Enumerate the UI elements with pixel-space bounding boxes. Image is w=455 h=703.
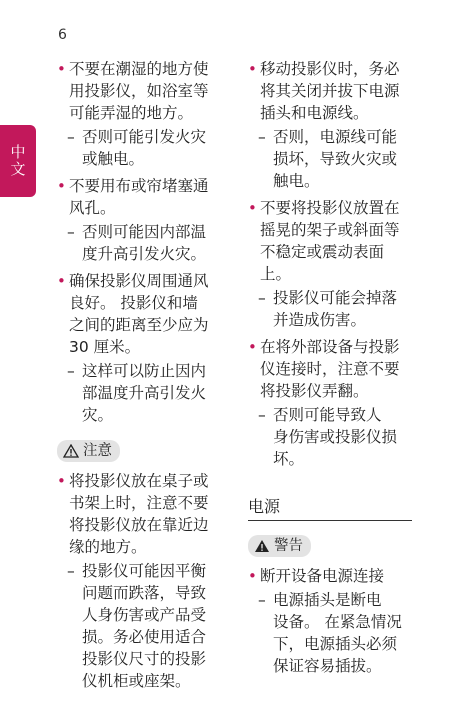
right-bullet-2 <box>248 197 418 285</box>
text-line: 度升高引发火灾。 <box>82 245 207 263</box>
text-line: 用投影仪，如浴室等 <box>69 82 209 100</box>
text-line: 身伤害或投影仪损 <box>273 428 398 446</box>
text-line: 仪机柜或座架。 <box>82 672 191 690</box>
text-line: 触电。 <box>273 172 320 190</box>
left-bullet-4-sub <box>57 560 221 692</box>
text-line: 在将外部设备与投影 <box>260 338 400 356</box>
text-line: 将其关闭并拔下电源 <box>260 82 400 100</box>
text-line: 可能弄湿的地方。 <box>69 104 194 122</box>
language-tab <box>0 125 36 197</box>
text-line: 否则，电源线可能 <box>273 128 398 146</box>
text-line: 良好。 投影仪和墙 <box>69 294 198 312</box>
text-line: 之间的距离至少应为 <box>69 316 209 334</box>
text-line: 投影仪可能会掉落 <box>273 289 398 307</box>
text-line: 缘的地方。 <box>69 538 147 556</box>
dash-icon: – <box>258 128 266 146</box>
warning-badge-label: 警告 <box>274 538 303 554</box>
text-line: 摇晃的架子或斜面等 <box>260 221 400 239</box>
caution-triangle-icon <box>63 444 79 458</box>
right-bullet-4 <box>248 565 418 587</box>
text-line: 投影仪可能因平衡 <box>82 562 207 580</box>
dash-icon: – <box>258 406 266 424</box>
warning-triangle-icon <box>254 539 270 553</box>
right-bullet-4-sub <box>248 589 418 677</box>
left-bullet-3-sub <box>57 360 221 426</box>
text-line: 电源插头是断电 <box>273 591 382 609</box>
text-line: 下，电源插头必须 <box>273 635 398 653</box>
text-line: 不稳定或震动表面 <box>260 243 385 261</box>
bullet-dot-icon: • <box>248 60 257 78</box>
text-line: 保证容易插拔。 <box>273 657 382 675</box>
caution-badge <box>57 440 120 462</box>
text-line: 风孔。 <box>69 199 116 217</box>
left-bullet-2-sub <box>57 221 221 265</box>
bullet-dot-icon: • <box>57 177 66 195</box>
text-line: 将投影仪放在桌子或 <box>69 472 209 490</box>
text-line: 问题而跌落，导致 <box>82 584 207 602</box>
left-bullet-2 <box>57 175 221 219</box>
left-bullet-1-sub <box>57 126 221 170</box>
dash-icon: – <box>67 128 75 146</box>
text-line: 仪连接时，注意不要 <box>260 360 400 378</box>
text-line: 书架上时，注意不要 <box>69 494 209 512</box>
text-line: 灾。 <box>82 406 114 424</box>
text-line: 移动投影仪时，务必 <box>260 60 400 78</box>
left-column <box>57 58 221 692</box>
language-tab-label: 中文 <box>8 144 27 178</box>
dash-icon: – <box>67 223 75 241</box>
dash-icon: – <box>258 591 266 609</box>
text-line: 这样可以防止因内 <box>82 362 207 380</box>
text-line: 不要在潮湿的地方使 <box>69 60 209 78</box>
left-bullet-4 <box>57 470 221 558</box>
bullet-dot-icon: • <box>57 272 66 290</box>
text-line: 损。务必使用适合 <box>82 628 207 646</box>
text-line: 部温度升高引发火 <box>82 384 207 402</box>
right-bullet-1-sub <box>248 126 418 192</box>
text-line: 确保投影仪周围通风 <box>69 272 209 290</box>
text-line: 30 厘米。 <box>69 338 141 356</box>
dash-icon: – <box>67 362 75 380</box>
left-bullet-3 <box>57 270 221 358</box>
left-bullet-1 <box>57 58 221 124</box>
text-line: 将投影仪弄翻。 <box>260 382 369 400</box>
text-line: 设备。 在紧急情况 <box>273 613 402 631</box>
bullet-dot-icon: • <box>248 199 257 217</box>
warning-badge <box>248 535 311 557</box>
bullet-dot-icon: • <box>248 567 257 585</box>
text-line: 否则可能因内部温 <box>82 223 207 241</box>
text-line: 人身伤害或产品受 <box>82 606 207 624</box>
text-line: 将投影仪放在靠近边 <box>69 516 209 534</box>
right-bullet-2-sub <box>248 287 418 331</box>
caution-badge-label: 注意 <box>83 443 112 459</box>
dash-icon: – <box>67 562 75 580</box>
section-title-power: 电源 <box>248 496 412 521</box>
text-line: 坏。 <box>273 450 305 468</box>
text-line: 插头和电源线。 <box>260 104 369 122</box>
text-line: 投影仪尺寸的投影 <box>82 650 207 668</box>
bullet-dot-icon: • <box>248 338 257 356</box>
text-line: 断开设备电源连接 <box>260 567 385 585</box>
text-line: 否则可能导致人 <box>273 406 382 424</box>
right-bullet-3 <box>248 336 418 402</box>
text-line: 不要将投影仪放置在 <box>260 199 400 217</box>
text-line: 否则可能引发火灾 <box>82 128 207 146</box>
bullet-dot-icon: • <box>57 60 66 78</box>
right-column <box>248 58 418 677</box>
right-bullet-3-sub <box>248 404 418 470</box>
dash-icon: – <box>258 289 266 307</box>
text-line: 或触电。 <box>82 150 145 168</box>
right-bullet-1 <box>248 58 418 124</box>
text-line: 并造成伤害。 <box>273 311 367 329</box>
text-line: 不要用布或帘堵塞通 <box>69 177 209 195</box>
text-line: 上。 <box>260 265 292 283</box>
bullet-dot-icon: • <box>57 472 66 490</box>
text-line: 损坏，导致火灾或 <box>273 150 398 168</box>
page-number: 6 <box>58 27 67 43</box>
